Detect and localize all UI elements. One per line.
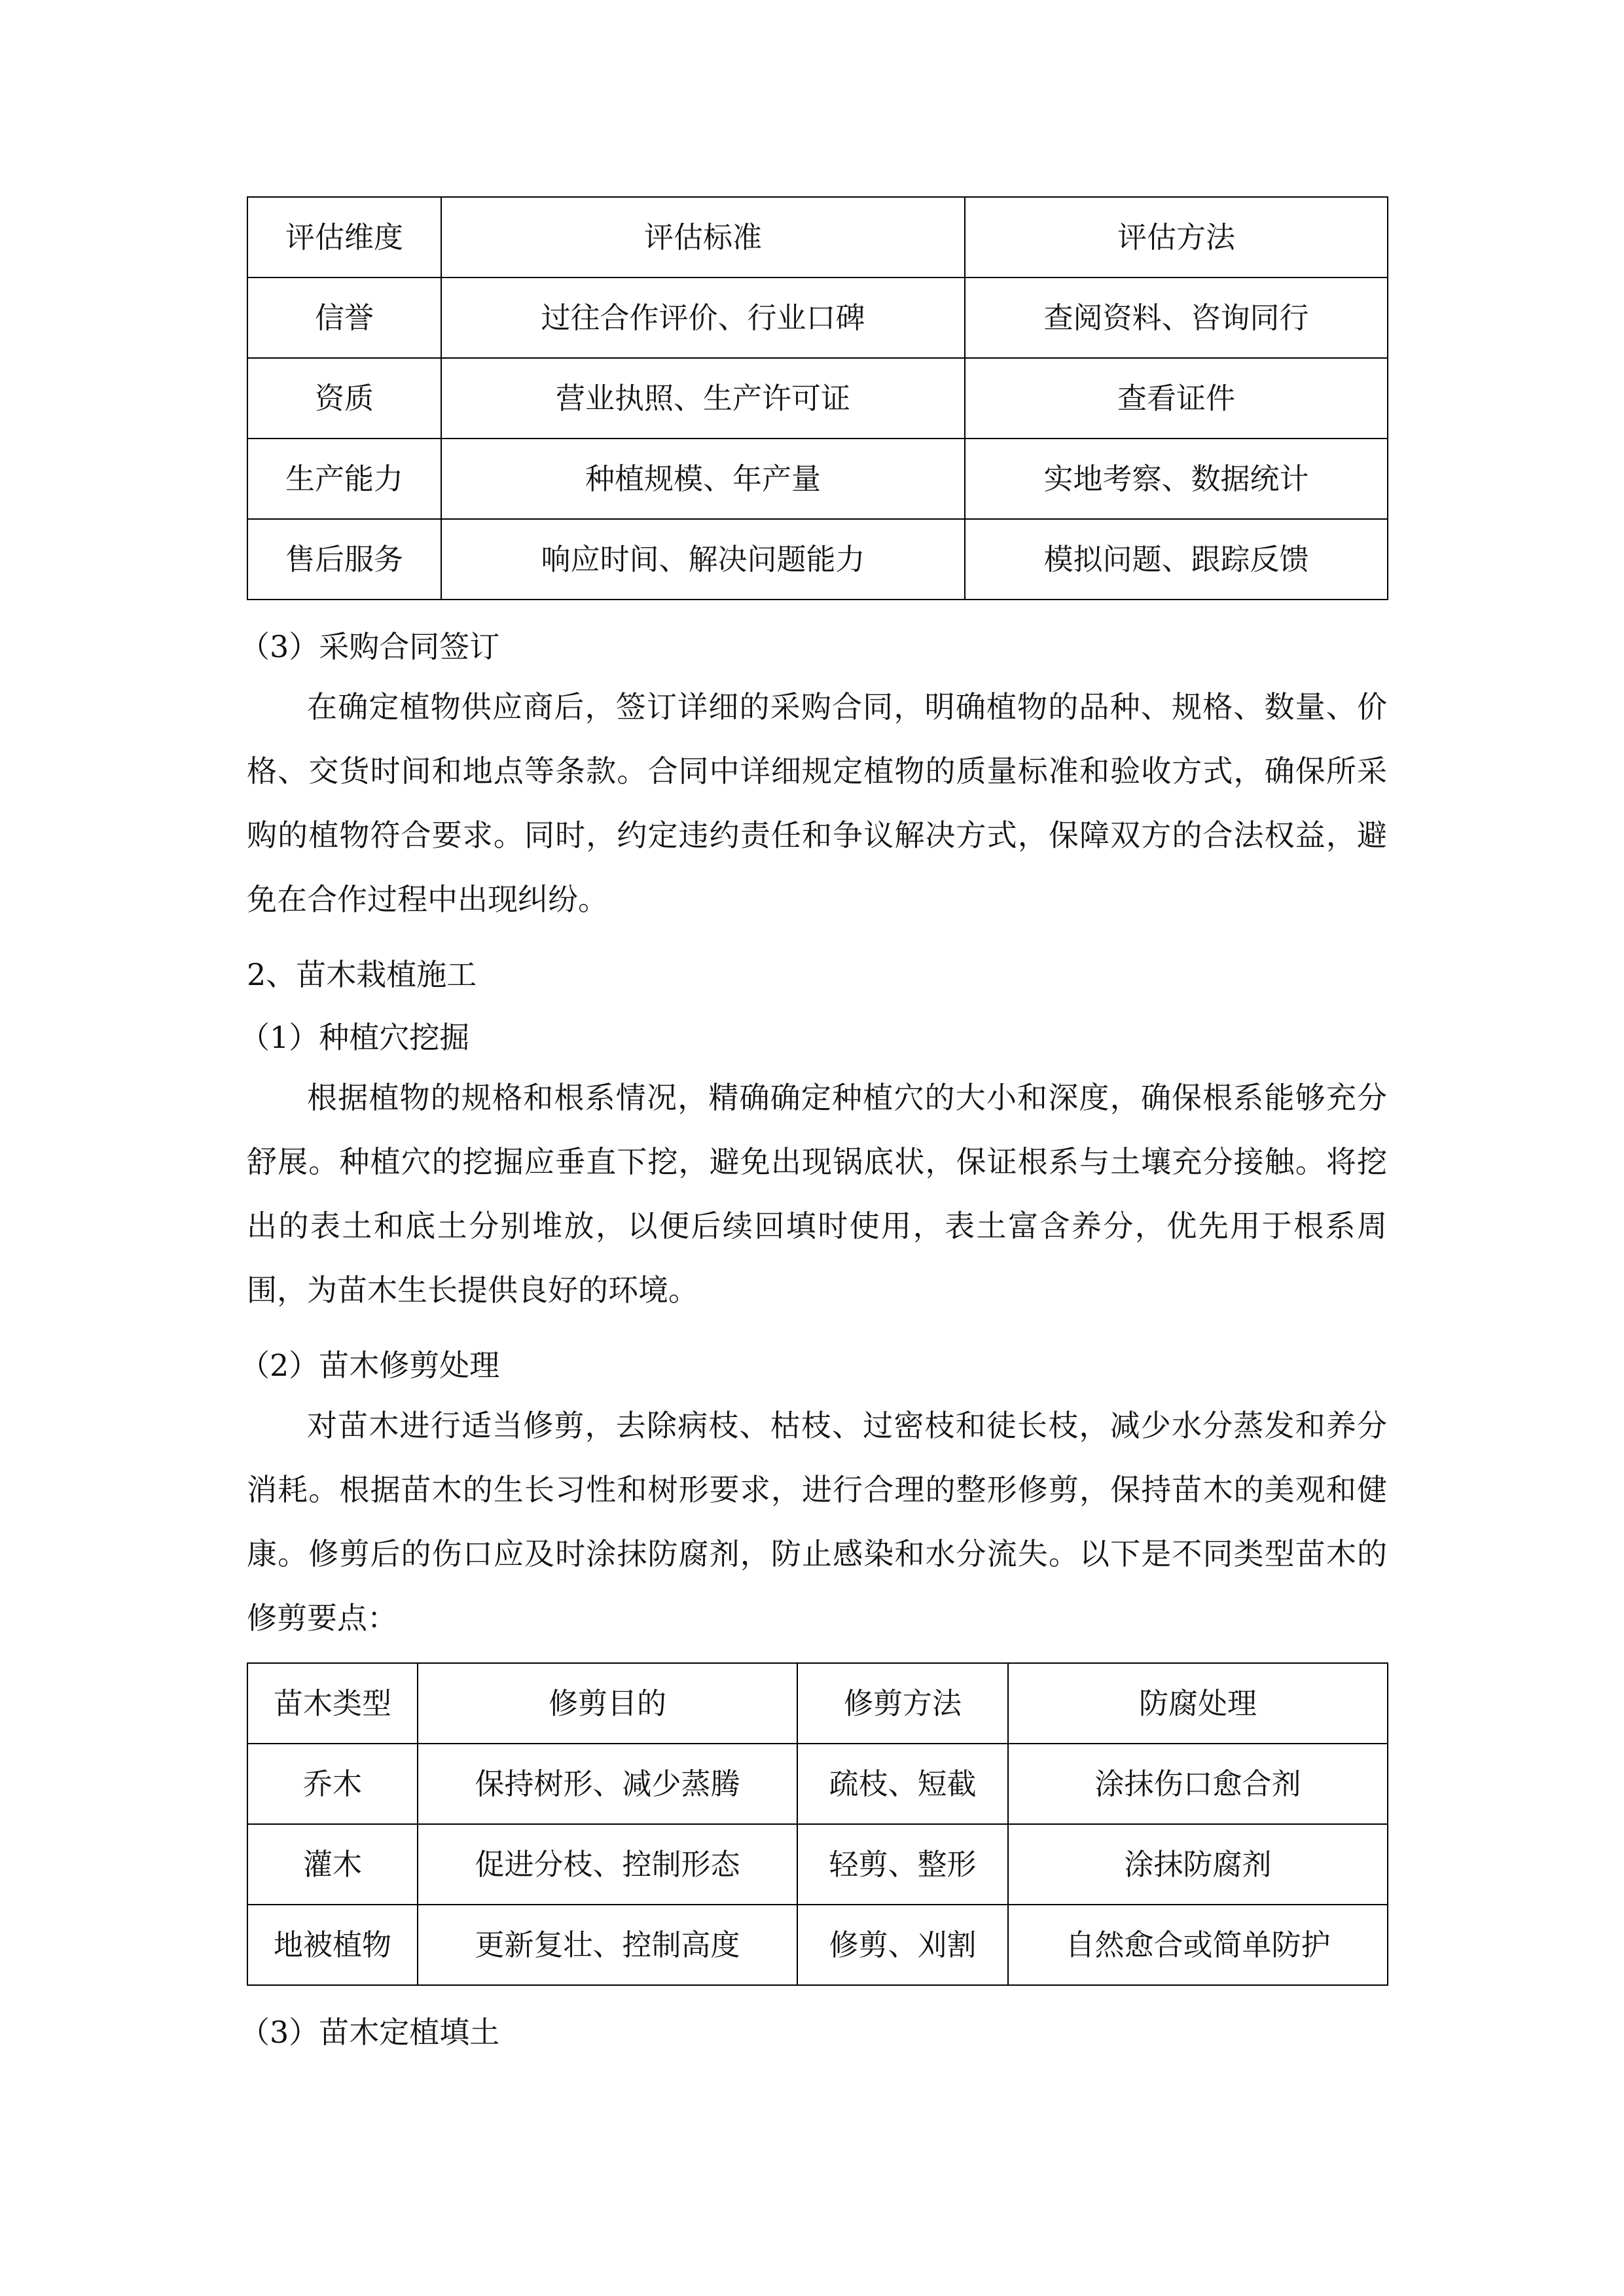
table-header-row (247, 1663, 1388, 1744)
table-cell: 模拟问题、跟踪反馈 (965, 519, 1388, 600)
section-heading-planting: 2、苗木栽植施工 (247, 957, 477, 992)
table-cell: 修剪、刈割 (797, 1905, 1008, 1985)
table-row (247, 278, 1388, 358)
paragraph-pruning: 对苗木进行适当修剪，去除病枝、枯枝、过密枝和徒长枝，减少水分蒸发和养分消耗。根据苗木的生长习性和树形要求，进行合理的整形修剪，保持苗木的美观和健康。修剪后的伤口应及时涂抹防腐剂，防止感染和水分流失。以下是不同类型苗木的修剪要点： (247, 1408, 1387, 1636)
table-cell: 过往合作评价、行业口碑 (441, 278, 965, 358)
table-cell: 自然愈合或简单防护 (1008, 1905, 1388, 1985)
section-heading-contract: （3）采购合同签订 (240, 629, 500, 664)
table-cell: 保持树形、减少蒸腾 (418, 1744, 797, 1824)
table-cell: 资质 (247, 358, 441, 439)
table-cell: 查看证件 (965, 358, 1388, 439)
table-row (247, 519, 1388, 600)
table-cell: 更新复壮、控制高度 (418, 1905, 797, 1985)
table-row (247, 439, 1388, 519)
table-cell: 信誉 (247, 278, 441, 358)
table-row (247, 1744, 1388, 1824)
table-header-cell: 修剪方法 (797, 1663, 1008, 1744)
table-cell: 疏枝、短截 (797, 1744, 1008, 1824)
table-row (247, 358, 1388, 439)
section-heading-pit-digging: （1）种植穴挖掘 (240, 1020, 470, 1055)
table-header-cell: 评估维度 (247, 197, 441, 278)
table-cell: 涂抹防腐剂 (1008, 1824, 1388, 1905)
table-cell: 营业执照、生产许可证 (441, 358, 965, 439)
table-cell: 生产能力 (247, 439, 441, 519)
table-row (247, 1824, 1388, 1905)
table-header-cell: 防腐处理 (1008, 1663, 1388, 1744)
table-cell: 乔木 (247, 1744, 418, 1824)
table-cell: 售后服务 (247, 519, 441, 600)
table-cell: 涂抹伤口愈合剂 (1008, 1744, 1388, 1824)
pruning-points-table (247, 1662, 1388, 1986)
table-cell: 轻剪、整形 (797, 1824, 1008, 1905)
table-cell: 地被植物 (247, 1905, 418, 1985)
paragraph-pit-digging: 根据植物的规格和根系情况，精确确定种植穴的大小和深度，确保根系能够充分舒展。种植穴的挖掘应垂直下挖，避免出现锅底状，保证根系与土壤充分接触。将挖出的表土和底土分别堆放，以便后续回填时使用，表土富含养分，优先用于根系周围，为苗木生长提供良好的环境。 (247, 1080, 1387, 1308)
table-header-cell: 苗木类型 (247, 1663, 418, 1744)
section-heading-pruning: （2）苗木修剪处理 (240, 1348, 500, 1383)
table-cell: 查阅资料、咨询同行 (965, 278, 1388, 358)
table-header-cell: 修剪目的 (418, 1663, 797, 1744)
table-header-cell: 评估方法 (965, 197, 1388, 278)
table-cell: 实地考察、数据统计 (965, 439, 1388, 519)
section-heading-backfill: （3）苗木定植填土 (240, 2015, 500, 2050)
table-cell: 种植规模、年产量 (441, 439, 965, 519)
table-cell: 响应时间、解决问题能力 (441, 519, 965, 600)
paragraph-contract: 在确定植物供应商后，签订详细的采购合同，明确植物的品种、规格、数量、价格、交货时间和地点等条款。合同中详细规定植物的质量标准和验收方式，确保所采购的植物符合要求。同时，约定违约责任和争议解决方式，保障双方的合法权益，避免在合作过程中出现纠纷。 (247, 689, 1387, 917)
table-cell: 灌木 (247, 1824, 418, 1905)
table-header-row (247, 197, 1388, 278)
table-row (247, 1905, 1388, 1985)
table-header-cell: 评估标准 (441, 197, 965, 278)
table-cell: 促进分枝、控制形态 (418, 1824, 797, 1905)
supplier-evaluation-table (247, 196, 1388, 600)
